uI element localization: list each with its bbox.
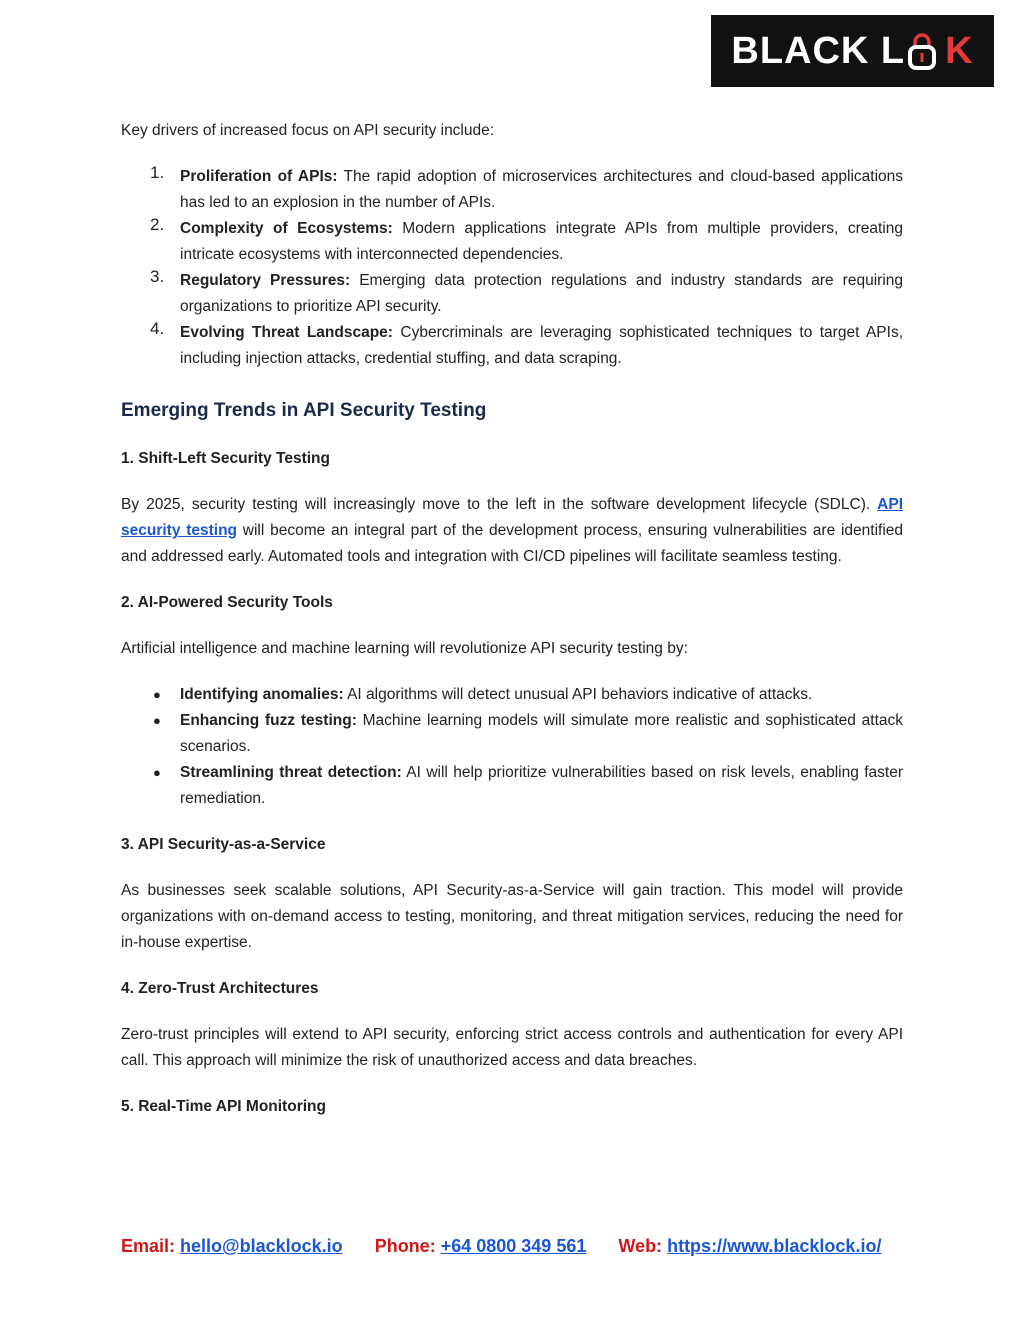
section-title: Emerging Trends in API Security Testing: [121, 400, 487, 421]
list-item-text: AI will help prioritize vulnerabilities based on risk levels, enabling faster remediation.: [180, 764, 903, 807]
phone-label: Phone:: [374, 1236, 436, 1256]
list-item-title: Identifying anomalies:: [180, 686, 344, 703]
list-item: [121, 682, 903, 708]
bullet-icon: ●: [153, 713, 161, 728]
shift-left-paragraph: [121, 492, 903, 570]
zero-trust-paragraph: Zero-trust principles will extend to API security, enforcing strict access controls and authentication for every API call. This approach will minimize the risk of unauthorized access and data breaches.: [121, 1026, 903, 1069]
zero-trust-heading: 4. Zero-Trust Architectures: [121, 980, 319, 997]
phone-link[interactable]: +64 0800 349 561: [440, 1236, 587, 1256]
bullet-icon: ●: [153, 687, 161, 702]
realtime-heading: 5. Real-Time API Monitoring: [121, 1098, 326, 1115]
list-number: 4.: [150, 319, 165, 338]
list-item-text: The rapid adoption of microservices architectures and cloud-based applications has led to an explosion in the number of APIs.: [180, 168, 903, 211]
list-item-title: Streamlining threat detection:: [180, 764, 402, 781]
logo-text-right: K: [945, 29, 974, 72]
list-number: 3.: [150, 267, 165, 286]
list-item-text: Machine learning models will simulate more realistic and sophisticated attack scenarios.: [180, 712, 903, 755]
list-item-text: Emerging data protection regulations and industry standards are requiring organizations to prioritize API security.: [180, 272, 903, 315]
ai-tools-heading: 2. AI-Powered Security Tools: [121, 594, 333, 611]
document-body: [121, 118, 903, 1140]
web-link[interactable]: https://www.blacklock.io/: [667, 1236, 882, 1256]
list-item: [121, 760, 903, 812]
web-label: Web:: [618, 1236, 663, 1256]
saas-heading: 3. API Security-as-a-Service: [121, 836, 326, 853]
api-security-testing-link[interactable]: API security testing: [121, 496, 903, 539]
ai-tools-intro: Artificial intelligence and machine learning will revolutionize API security testing by:: [121, 640, 688, 657]
email-label: Email:: [121, 1236, 176, 1256]
list-item: [121, 216, 903, 268]
list-item-text: AI algorithms will detect unusual API behaviors indicative of attacks.: [343, 686, 813, 703]
list-item-text: Modern applications integrate APIs from multiple providers, creating intricate ecosystems with interconnected dependencies.: [180, 220, 903, 263]
blacklock-logo: [711, 15, 994, 87]
list-item: [121, 708, 903, 760]
padlock-icon: [907, 31, 937, 71]
list-item: [121, 164, 903, 216]
list-item-title: Enhancing fuzz testing:: [180, 712, 357, 729]
shift-left-text-2: will become an integral part of the development process, ensuring vulnerabilities are identified and addressed early. Automated tools and integration with CI/CD pipelines will facilitate seamless testing.: [121, 522, 904, 565]
list-item: [121, 320, 903, 372]
list-number: 1.: [150, 163, 165, 182]
drivers-list: [121, 164, 903, 372]
list-item-title: Evolving Threat Landscape:: [180, 324, 393, 341]
logo-text-left: BLACK L: [731, 29, 906, 72]
intro-text: Key drivers of increased focus on API security include:: [121, 122, 495, 139]
shift-left-heading: 1. Shift-Left Security Testing: [121, 450, 330, 467]
shift-left-text-1: By 2025, security testing will increasingly move to the left in the software development lifecycle (SDLC).: [121, 496, 878, 513]
list-item-title: Proliferation of APIs:: [180, 168, 338, 185]
list-item: [121, 268, 903, 320]
list-item-title: Complexity of Ecosystems:: [180, 220, 393, 237]
list-item-text: Cybercriminals are leveraging sophisticated techniques to target APIs, including injection attacks, credential stuffing, and data scraping.: [180, 324, 903, 367]
email-link[interactable]: hello@blacklock.io: [180, 1236, 343, 1256]
saas-paragraph: As businesses seek scalable solutions, API Security-as-a-Service will gain traction. This model will provide organizations with on-demand access to testing, monitoring, and threat mitigation services, reducing the need for in-house expertise.: [121, 882, 903, 951]
contact-footer: [121, 1236, 881, 1257]
ai-tools-list: [121, 682, 903, 812]
bullet-icon: ●: [153, 765, 161, 780]
list-item-title: Regulatory Pressures:: [180, 272, 351, 289]
list-number: 2.: [150, 215, 165, 234]
